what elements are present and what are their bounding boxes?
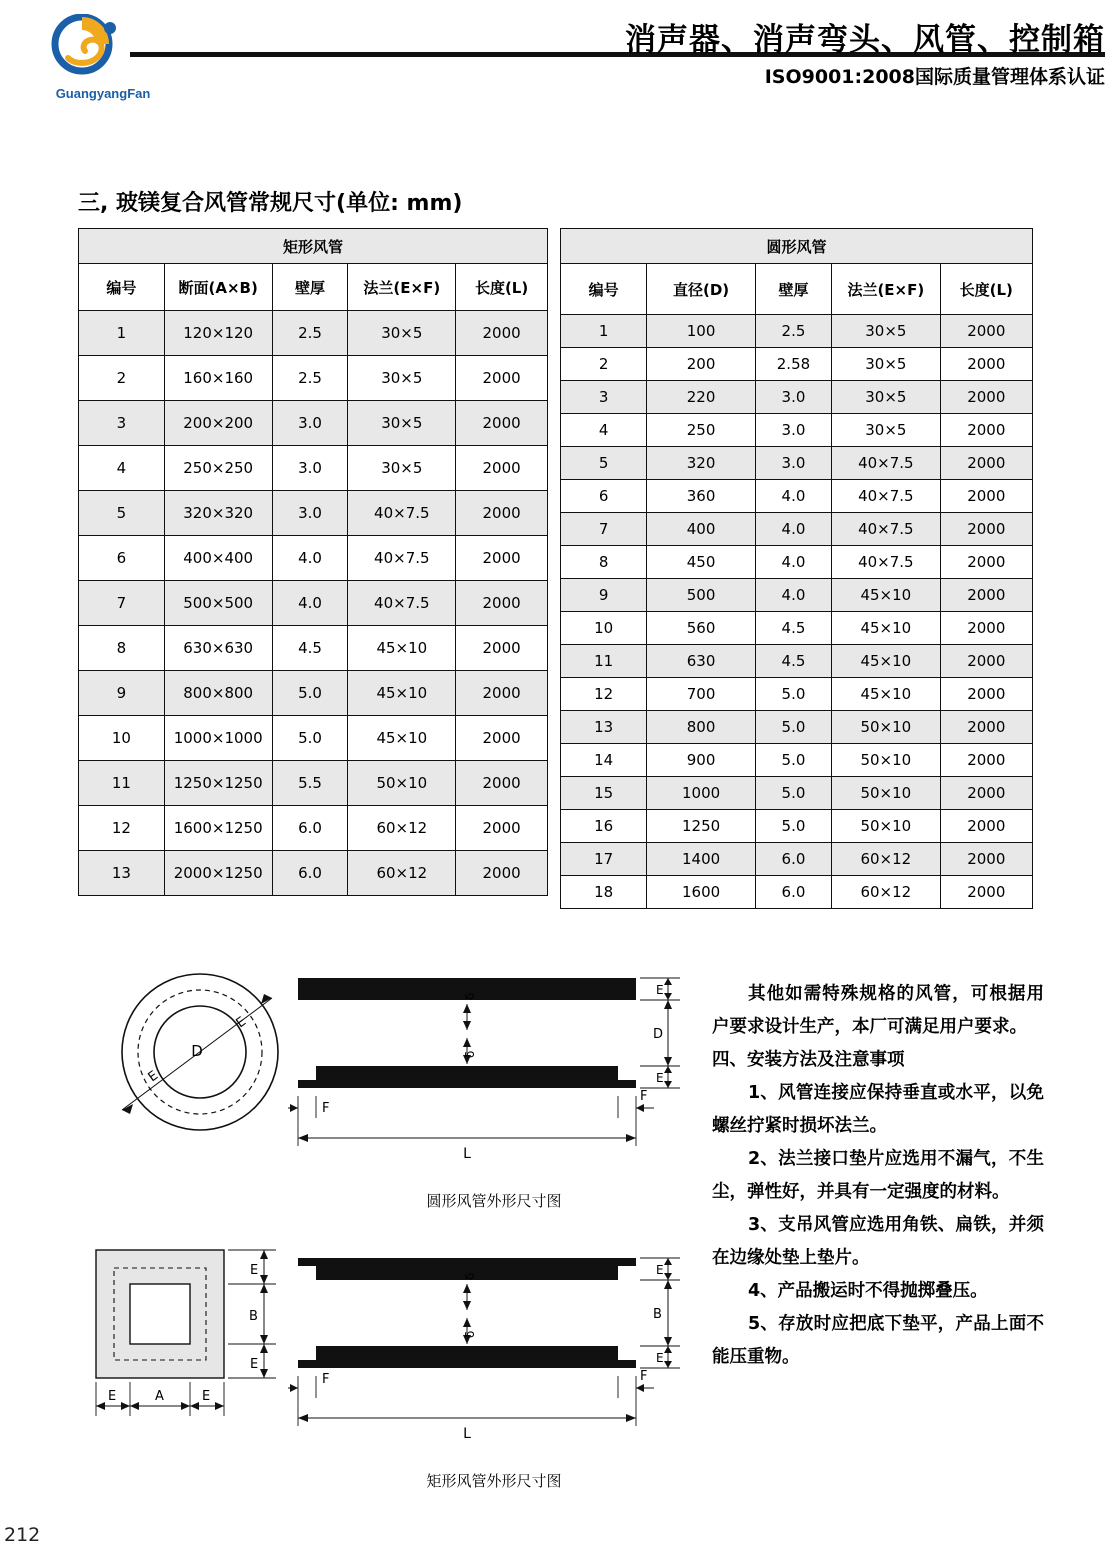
cell: 250×250	[164, 446, 272, 491]
cell: 45×10	[348, 671, 456, 716]
cell: 30×5	[348, 401, 456, 446]
cell: 4.5	[755, 612, 831, 645]
cell: 10	[561, 612, 647, 645]
cell: 60×12	[348, 851, 456, 896]
svg-text:D: D	[653, 1027, 664, 1042]
svg-text:D: D	[191, 1042, 203, 1060]
circ-header-1: 直径(D)	[647, 264, 755, 315]
cell: 40×7.5	[348, 491, 456, 536]
cell: 800×800	[164, 671, 272, 716]
page-number: 212	[4, 1524, 41, 1546]
cell: 40×7.5	[832, 513, 940, 546]
cell: 2000	[456, 671, 548, 716]
cell: 100	[647, 315, 755, 348]
cell: 30×5	[348, 356, 456, 401]
cell: 5	[79, 491, 165, 536]
cell: 10	[79, 716, 165, 761]
logo-wordmark: GuangyangFan	[55, 86, 151, 101]
rect-header-4: 长度(L)	[456, 264, 548, 311]
table-caption-row	[79, 229, 548, 264]
cell: 50×10	[348, 761, 456, 806]
cell: 1400	[647, 843, 755, 876]
circ-header-4: 长度(L)	[940, 264, 1032, 315]
cell: 2.5	[272, 311, 348, 356]
notes-heading: 四、安装方法及注意事项	[712, 1050, 905, 1070]
cell: 2000	[940, 678, 1032, 711]
cell: 60×12	[832, 843, 940, 876]
cell: 1	[79, 311, 165, 356]
svg-text:δ: δ	[463, 992, 477, 1000]
table-row	[79, 851, 548, 896]
cell: 2000	[940, 414, 1032, 447]
table-row	[561, 711, 1033, 744]
cell: 560	[647, 612, 755, 645]
cell: 2000	[456, 491, 548, 536]
table-row	[561, 315, 1033, 348]
cell: 2000	[456, 581, 548, 626]
cell: 30×5	[832, 414, 940, 447]
cell: 5	[561, 447, 647, 480]
table-row	[561, 447, 1033, 480]
cell: 45×10	[832, 645, 940, 678]
rect-header-2: 壁厚	[272, 264, 348, 311]
circular-duct-elevation-drawing	[288, 960, 700, 1178]
cell: 500	[647, 579, 755, 612]
cell: 1250	[647, 810, 755, 843]
table-row	[561, 843, 1033, 876]
cell: 1	[561, 315, 647, 348]
circ-header-0: 编号	[561, 264, 647, 315]
svg-text:B: B	[249, 1309, 258, 1324]
table-row	[561, 612, 1033, 645]
cell: 2000	[940, 447, 1032, 480]
svg-text:F: F	[640, 1089, 648, 1104]
cell: 2000	[940, 348, 1032, 381]
cell: 3.0	[755, 447, 831, 480]
cell: 2000	[940, 876, 1032, 909]
svg-text:E: E	[250, 1263, 259, 1278]
svg-text:B: B	[653, 1307, 662, 1322]
cell: 2000	[456, 446, 548, 491]
cell: 2000	[456, 536, 548, 581]
cell: 60×12	[348, 806, 456, 851]
cell: 2000	[456, 401, 548, 446]
cell: 12	[561, 678, 647, 711]
cell: 500×500	[164, 581, 272, 626]
svg-text:E: E	[202, 1389, 211, 1404]
table-row	[79, 491, 548, 536]
cell: 4	[79, 446, 165, 491]
table-header-row	[561, 264, 1033, 315]
cell: 3.0	[755, 381, 831, 414]
table-row	[561, 810, 1033, 843]
rect-header-0: 编号	[79, 264, 165, 311]
cell: 5.0	[755, 711, 831, 744]
cell: 630	[647, 645, 755, 678]
table-row	[561, 546, 1033, 579]
cell: 2000	[940, 810, 1032, 843]
cell: 40×7.5	[832, 447, 940, 480]
rectangular-duct-table	[78, 228, 548, 896]
cell: 200×200	[164, 401, 272, 446]
cell: 2000	[940, 612, 1032, 645]
cell: 2000	[940, 513, 1032, 546]
note-item-5: 5、存放时应把底下垫平，产品上面不能压重物。	[712, 1314, 1044, 1367]
table-row	[561, 480, 1033, 513]
cell: 2000	[940, 480, 1032, 513]
circular-duct-table	[560, 228, 1033, 909]
cell: 12	[79, 806, 165, 851]
cell: 360	[647, 480, 755, 513]
cell: 60×12	[832, 876, 940, 909]
cell: 30×5	[832, 348, 940, 381]
rect-table-caption: 矩形风管	[79, 229, 548, 264]
cell: 8	[79, 626, 165, 671]
cell: 3.0	[272, 446, 348, 491]
svg-text:E: E	[656, 983, 664, 997]
cell: 3.0	[272, 401, 348, 446]
cell: 40×7.5	[832, 480, 940, 513]
table-row	[79, 356, 548, 401]
company-logo	[38, 14, 168, 109]
cell: 6	[561, 480, 647, 513]
table-row	[79, 401, 548, 446]
table-row	[561, 645, 1033, 678]
cell: 18	[561, 876, 647, 909]
table-row	[561, 381, 1033, 414]
cell: 4.5	[755, 645, 831, 678]
svg-text:L: L	[463, 1146, 471, 1162]
cell: 3	[79, 401, 165, 446]
cell: 900	[647, 744, 755, 777]
cell: 250	[647, 414, 755, 447]
svg-text:F: F	[322, 1101, 330, 1116]
cell: 15	[561, 777, 647, 810]
cell: 1600×1250	[164, 806, 272, 851]
cell: 1600	[647, 876, 755, 909]
cell: 320×320	[164, 491, 272, 536]
table-row	[79, 806, 548, 851]
rect-header-1: 断面(A×B)	[164, 264, 272, 311]
cell: 2000	[940, 744, 1032, 777]
cell: 45×10	[832, 579, 940, 612]
cell: 6.0	[272, 806, 348, 851]
cell: 1250×1250	[164, 761, 272, 806]
table-row	[561, 744, 1033, 777]
header-title: 消声器、消声弯头、风管、控制箱	[625, 22, 1105, 58]
cell: 4.0	[755, 480, 831, 513]
cell: 50×10	[832, 810, 940, 843]
cell: 13	[79, 851, 165, 896]
table-header-row	[79, 264, 548, 311]
cell: 160×160	[164, 356, 272, 401]
table-caption-row	[561, 229, 1033, 264]
cell: 3	[561, 381, 647, 414]
circ-header-3: 法兰(E×F)	[832, 264, 940, 315]
table-row	[79, 446, 548, 491]
section-title: 三, 玻镁复合风管常规尺寸(单位: mm)	[78, 191, 463, 216]
cell: 7	[79, 581, 165, 626]
table-row	[561, 513, 1033, 546]
svg-text:E: E	[656, 1263, 664, 1277]
cell: 5.0	[755, 810, 831, 843]
cell: 2000×1250	[164, 851, 272, 896]
svg-text:E: E	[233, 1014, 250, 1032]
cell: 320	[647, 447, 755, 480]
table-row	[561, 414, 1033, 447]
cell: 2000	[940, 381, 1032, 414]
cell: 630×630	[164, 626, 272, 671]
cell: 50×10	[832, 777, 940, 810]
cell: 5.0	[272, 716, 348, 761]
cell: 9	[79, 671, 165, 716]
table-row	[79, 626, 548, 671]
table-row	[79, 761, 548, 806]
rectangular-duct-elevation-drawing	[288, 1240, 700, 1458]
svg-text:E: E	[656, 1351, 664, 1365]
note-paragraph-1: 其他如需特殊规格的风管，可根据用户要求设计生产，本厂可满足用户要求。	[712, 984, 1044, 1037]
page-header	[0, 0, 1111, 120]
cell: 2.58	[755, 348, 831, 381]
svg-text:F: F	[640, 1369, 648, 1384]
cell: 11	[561, 645, 647, 678]
table-row	[79, 581, 548, 626]
cell: 4.0	[272, 536, 348, 581]
cell: 2000	[940, 843, 1032, 876]
svg-text:L: L	[463, 1426, 471, 1442]
cell: 700	[647, 678, 755, 711]
cell: 2000	[940, 579, 1032, 612]
cell: 4.0	[755, 513, 831, 546]
circ-table-caption: 圆形风管	[561, 229, 1033, 264]
cell: 50×10	[832, 744, 940, 777]
cell: 13	[561, 711, 647, 744]
header-subtitle: ISO9001:2008国际质量管理体系认证	[764, 66, 1105, 88]
note-item-4: 4、产品搬运时不得抛掷叠压。	[748, 1281, 988, 1301]
svg-text:E: E	[250, 1357, 259, 1372]
circular-duct-cross-section-drawing	[100, 960, 300, 1160]
svg-text:E: E	[108, 1389, 117, 1404]
cell: 2	[561, 348, 647, 381]
circ-header-2: 壁厚	[755, 264, 831, 315]
cell: 50×10	[832, 711, 940, 744]
rectangular-duct-cross-section-drawing	[80, 1240, 310, 1430]
cell: 2000	[456, 626, 548, 671]
cell: 800	[647, 711, 755, 744]
cell: 9	[561, 579, 647, 612]
table-row	[561, 876, 1033, 909]
cell: 14	[561, 744, 647, 777]
cell: 2000	[456, 851, 548, 896]
cell: 45×10	[348, 626, 456, 671]
cell: 5.0	[755, 744, 831, 777]
table-row	[561, 777, 1033, 810]
svg-text:δ: δ	[463, 1272, 477, 1280]
cell: 3.0	[272, 491, 348, 536]
cell: 40×7.5	[348, 536, 456, 581]
cell: 400×400	[164, 536, 272, 581]
cell: 2000	[456, 761, 548, 806]
cell: 30×5	[832, 381, 940, 414]
cell: 200	[647, 348, 755, 381]
table-row	[79, 671, 548, 716]
cell: 2000	[940, 645, 1032, 678]
svg-text:E: E	[145, 1068, 162, 1086]
cell: 17	[561, 843, 647, 876]
cell: 400	[647, 513, 755, 546]
notes-column	[712, 978, 1044, 1374]
note-item-3: 3、支吊风管应选用角铁、扁铁，并须在边缘处垫上垫片。	[712, 1215, 1044, 1268]
cell: 6.0	[272, 851, 348, 896]
cell: 2000	[940, 546, 1032, 579]
rectangular-drawing-caption: 矩形风管外形尺寸图	[426, 1472, 562, 1490]
cell: 6.0	[755, 843, 831, 876]
table-row	[79, 311, 548, 356]
cell: 2000	[940, 315, 1032, 348]
table-row	[561, 348, 1033, 381]
cell: 6.0	[755, 876, 831, 909]
cell: 40×7.5	[348, 581, 456, 626]
cell: 2000	[940, 777, 1032, 810]
cell: 450	[647, 546, 755, 579]
cell: 40×7.5	[832, 546, 940, 579]
cell: 5.0	[755, 678, 831, 711]
table-row	[79, 536, 548, 581]
cell: 4.0	[755, 579, 831, 612]
cell: 6	[79, 536, 165, 581]
cell: 4.5	[272, 626, 348, 671]
cell: 16	[561, 810, 647, 843]
cell: 11	[79, 761, 165, 806]
cell: 4.0	[755, 546, 831, 579]
cell: 2.5	[755, 315, 831, 348]
cell: 4.0	[272, 581, 348, 626]
cell: 30×5	[348, 446, 456, 491]
cell: 2000	[940, 711, 1032, 744]
svg-text:E: E	[656, 1071, 664, 1085]
svg-text:δ: δ	[463, 1050, 477, 1058]
cell: 45×10	[832, 612, 940, 645]
logo-mark-icon	[48, 14, 133, 86]
cell: 1000	[647, 777, 755, 810]
circular-drawing-caption: 圆形风管外形尺寸图	[426, 1192, 562, 1210]
table-row	[79, 716, 548, 761]
cell: 2000	[456, 356, 548, 401]
cell: 45×10	[348, 716, 456, 761]
note-item-1: 1、风管连接应保持垂直或水平，以免螺丝拧紧时损坏法兰。	[712, 1083, 1044, 1136]
cell: 2000	[456, 716, 548, 761]
cell: 4	[561, 414, 647, 447]
cell: 1000×1000	[164, 716, 272, 761]
cell: 30×5	[348, 311, 456, 356]
cell: 7	[561, 513, 647, 546]
cell: 5.0	[272, 671, 348, 716]
svg-text:A: A	[155, 1389, 164, 1404]
cell: 30×5	[832, 315, 940, 348]
cell: 5.0	[755, 777, 831, 810]
table-row	[561, 579, 1033, 612]
cell: 2000	[456, 806, 548, 851]
svg-text:F: F	[322, 1372, 330, 1387]
cell: 120×120	[164, 311, 272, 356]
cell: 2000	[456, 311, 548, 356]
table-row	[561, 678, 1033, 711]
cell: 5.5	[272, 761, 348, 806]
cell: 220	[647, 381, 755, 414]
cell: 2.5	[272, 356, 348, 401]
cell: 45×10	[832, 678, 940, 711]
cell: 2	[79, 356, 165, 401]
rect-header-3: 法兰(E×F)	[348, 264, 456, 311]
cell: 8	[561, 546, 647, 579]
cell: 3.0	[755, 414, 831, 447]
svg-text:δ: δ	[463, 1330, 477, 1338]
note-item-2: 2、法兰接口垫片应选用不漏气，不生尘，弹性好，并具有一定强度的材料。	[712, 1149, 1044, 1202]
